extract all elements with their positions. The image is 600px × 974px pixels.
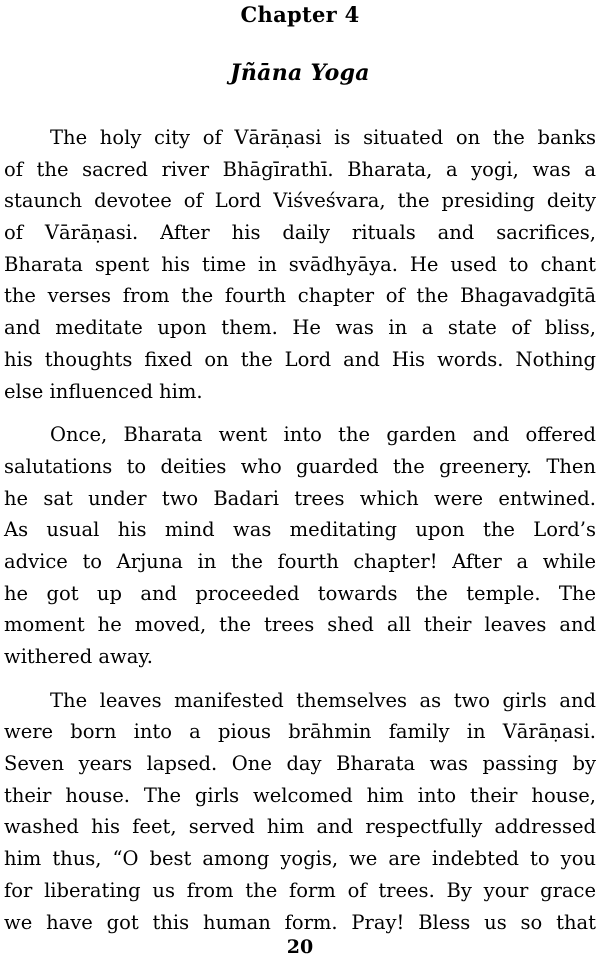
chapter-heading: Chapter 4 [240, 2, 360, 27]
paragraph-1 [4, 122, 596, 407]
text-line: else influenced him. [4, 379, 203, 403]
body-text [4, 122, 596, 938]
text-line: Bharata spent his time in svādhyāya. He used to chant [4, 252, 596, 276]
text-line: The holy city of Vārāṇasi is situated on the banks [50, 126, 596, 149]
page-number: 20 [286, 936, 314, 958]
text-line: he got up and proceeded towards the temple. The [4, 581, 596, 605]
paragraph-2 [4, 419, 596, 673]
paragraph-gap [4, 407, 596, 419]
text-line: for liberating us from the form of trees. By your grace [4, 878, 596, 902]
chapter-title: Jñāna Yoga [230, 60, 370, 86]
text-line: Seven years lapsed. One day Bharata was passing by [4, 752, 596, 776]
text-line: he sat under two Badari trees which were entwined. [4, 486, 596, 510]
text-line: the verses from the fourth chapter of the Bhagavadgītā [4, 284, 596, 308]
text-line: withered away. [4, 645, 153, 668]
text-line: their house. The girls welcomed him into their house, [4, 783, 596, 807]
text-line: advice to Arjuna in the fourth chapter! After a while [4, 549, 596, 573]
text-line: were born into a pious brāhmin family in Vārāṇasi. [4, 720, 596, 744]
text-line: moment he moved, the trees shed all their leaves and [4, 613, 596, 637]
paragraph-3 [4, 685, 596, 939]
text-line: and meditate upon them. He was in a state of bliss, [4, 316, 596, 340]
text-line: staunch devotee of Lord Viśveśvara, the presiding deity [4, 189, 596, 213]
text-line: of the sacred river Bhāgīrathī. Bharata, a yogi, was a [4, 157, 596, 181]
paragraph-gap [4, 673, 596, 685]
text-line: The leaves manifested themselves as two girls and [50, 688, 596, 712]
text-line: of Vārāṇasi. After his daily rituals and sacrifices, [4, 221, 596, 245]
text-line: him thus, “O best among yogis, we are indebted to you [4, 847, 596, 871]
text-line: As usual his mind was meditating upon the Lord’s [4, 518, 596, 542]
text-line: Once, Bharata went into the garden and offered [50, 423, 596, 447]
text-line: washed his feet, served him and respectfully addressed [4, 815, 596, 839]
text-line: his thoughts fixed on the Lord and His words. Nothing [4, 347, 596, 371]
text-line: salutations to deities who guarded the greenery. Then [4, 454, 596, 478]
text-line: we have got this human form. Pray! Bless us so that [4, 910, 596, 934]
